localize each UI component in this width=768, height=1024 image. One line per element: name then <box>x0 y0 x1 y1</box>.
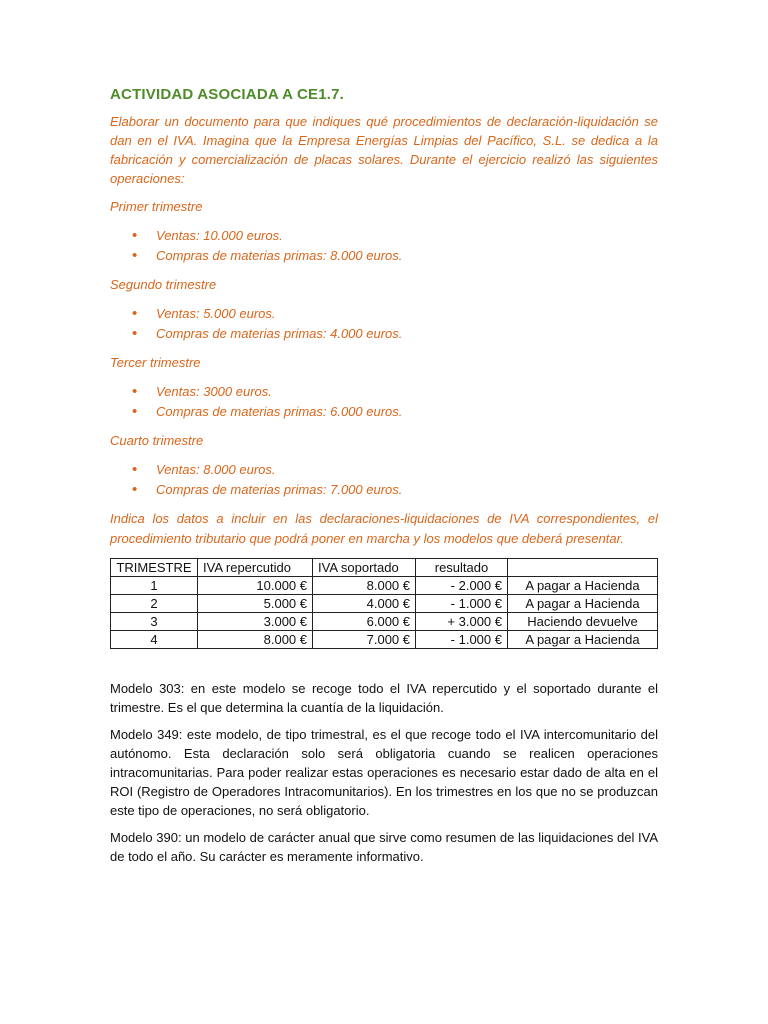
operation-text: Ventas: 10.000 euros. <box>156 228 283 243</box>
list-item <box>132 324 658 344</box>
table-cell: A pagar a Hacienda <box>508 595 658 613</box>
table-cell: 7.000 € <box>313 631 416 649</box>
quarter-title: Tercer trimestre <box>110 355 201 370</box>
table-cell: 5.000 € <box>198 595 313 613</box>
quarter-section-1 <box>110 197 658 265</box>
model-390-paragraph: Modelo 390: un modelo de carácter anual que sirve como resumen de las liquidaciones del IVA de todo el año. Su carácter es meramente informativo. <box>110 830 658 864</box>
quarter-title: Segundo trimestre <box>110 277 217 292</box>
quarter-section-2 <box>110 275 658 343</box>
table-cell: 3.000 € <box>198 613 313 631</box>
bullet-icon: • <box>132 402 138 420</box>
document-page <box>110 86 658 874</box>
bullet-icon: • <box>132 383 138 400</box>
table-cell: 6.000 € <box>313 613 416 631</box>
table-cell: 10.000 € <box>198 577 313 595</box>
table-cell: 1 <box>111 577 198 595</box>
header-cell: IVA repercutido <box>198 559 313 577</box>
operation-text: Ventas: 5.000 euros. <box>156 306 276 321</box>
model-303-paragraph: Modelo 303: en este modelo se recoge todo el IVA repercutido y el soportado durante el trimestre. Es el que determina la cuantía de la liquidación. <box>110 681 658 715</box>
operation-text: Compras de materias primas: 8.000 euros. <box>156 247 403 263</box>
table-row <box>111 613 658 631</box>
table-cell: Haciendo devuelve <box>508 613 658 631</box>
table-cell: 8.000 € <box>313 577 416 595</box>
list-item <box>132 304 658 324</box>
operation-text: Ventas: 3000 euros. <box>156 384 272 399</box>
operation-text: Compras de materias primas: 6.000 euros. <box>156 403 403 419</box>
table-cell: 2 <box>111 595 198 613</box>
table-cell: 8.000 € <box>198 631 313 649</box>
table-cell: 4 <box>111 631 198 649</box>
models-section <box>110 679 658 866</box>
table-row <box>111 577 658 595</box>
header-cell <box>508 559 658 577</box>
operations-list <box>110 460 658 499</box>
header-cell: resultado <box>416 559 508 577</box>
table-cell: 4.000 € <box>313 595 416 613</box>
header-cell: TRIMESTRE <box>111 559 198 577</box>
table-row <box>111 595 658 613</box>
bullet-icon: • <box>132 480 138 498</box>
table-cell: 3 <box>111 613 198 631</box>
operation-text: Compras de materias primas: 4.000 euros. <box>156 325 403 341</box>
quarter-title: Primer trimestre <box>110 199 203 214</box>
quarter-section-3 <box>110 353 658 421</box>
bullet-icon: • <box>132 461 138 478</box>
table-header-row <box>111 559 658 577</box>
quarter-section-4 <box>110 431 658 499</box>
list-item <box>132 382 658 402</box>
quarter-title: Cuarto trimestre <box>110 433 204 448</box>
bullet-icon: • <box>132 324 138 342</box>
table-cell: - 1.000 € <box>416 631 508 649</box>
list-item <box>132 402 658 422</box>
table-cell: - 2.000 € <box>416 577 508 595</box>
operations-list <box>110 304 658 343</box>
list-item <box>132 460 658 480</box>
model-349-paragraph: Modelo 349: este modelo, de tipo trimestral, es el que recoge todo el IVA intercomunitario del autónomo. Esta declaración solo será obligatoria cuando se realicen operaciones intracomunitarias. Para poder realizar estas operaciones es necesario estar dado de alta en el ROI (Registro de Operadores Intracomunitarios). En los trimestres en los que no se produzcan este tipo de operaciones, no será obligatorio. <box>110 727 658 818</box>
list-item <box>132 246 658 266</box>
table-cell: - 1.000 € <box>416 595 508 613</box>
operation-text: Ventas: 8.000 euros. <box>156 462 276 477</box>
activity-intro: Elaborar un documento para que indiques qué procedimientos de declaración-liquidación se dan en el IVA. Imagina que la Empresa Energías Limpias del Pacífico, S.L. se dedica a la fabricación y comercialización de placas solares. Durante el ejercicio realizó las siguientes operaciones: <box>110 114 658 186</box>
operations-list <box>110 226 658 265</box>
table-cell: A pagar a Hacienda <box>508 577 658 595</box>
table-cell: + 3.000 € <box>416 613 508 631</box>
iva-table <box>110 558 658 649</box>
list-item <box>132 226 658 246</box>
page-title: ACTIVIDAD ASOCIADA A CE1.7. <box>110 86 345 103</box>
list-item <box>132 480 658 500</box>
operation-text: Compras de materias primas: 7.000 euros. <box>156 481 403 497</box>
table-row <box>111 631 658 649</box>
header-cell: IVA soportado <box>313 559 416 577</box>
table-cell: A pagar a Hacienda <box>508 631 658 649</box>
bullet-icon: • <box>132 305 138 322</box>
operations-list <box>110 382 658 421</box>
bullet-icon: • <box>132 246 138 264</box>
task-instructions: Indica los datos a incluir en las declaraciones-liquidaciones de IVA correspondientes, el procedimiento tributario que podrá poner en marcha y los modelos que deberá presentar. <box>110 511 658 546</box>
bullet-icon: • <box>132 227 138 244</box>
